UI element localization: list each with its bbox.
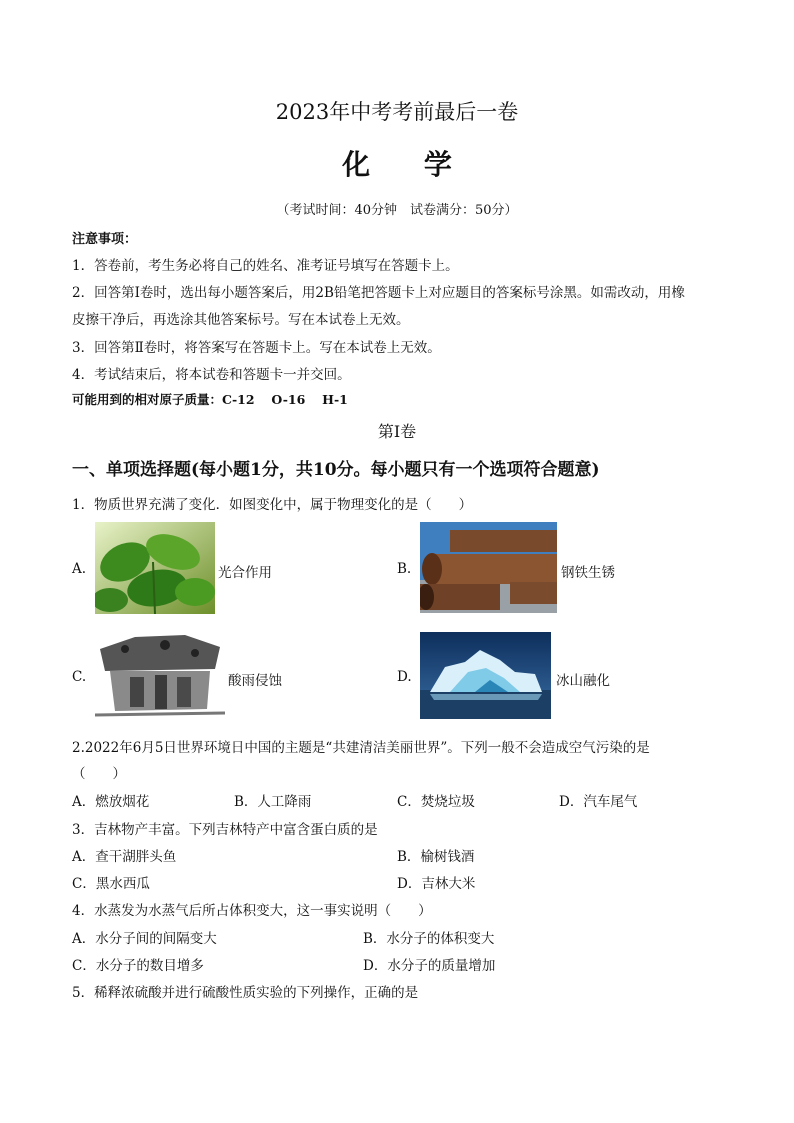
q2-paren: （ ） bbox=[72, 766, 126, 782]
q4-option-d: D．水分子的质量增加 bbox=[363, 958, 496, 974]
notice-item-3: 3．回答第Ⅱ卷时，将答案写在答题卡上。写在本试卷上无效。 bbox=[72, 340, 441, 356]
q3-option-b: B．榆树钱酒 bbox=[397, 849, 475, 865]
q3-option-d: D．吉林大米 bbox=[397, 876, 476, 892]
q4-stem: 4．水蒸发为水蒸气后所占体积变大，这一事实说明（ ） bbox=[72, 903, 432, 919]
section-1-title: 一、单项选择题(每小题1分，共10分。每小题只有一个选项符合题意) bbox=[72, 460, 600, 480]
q1-stem: 1．物质世界充满了变化．如图变化中，属于物理变化的是（ ） bbox=[72, 497, 473, 513]
q1-option-c-text: 酸雨侵蚀 bbox=[228, 673, 282, 689]
exam-title: 2023年中考考前最后一卷 bbox=[275, 100, 519, 124]
q1-option-a-text: 光合作用 bbox=[218, 565, 272, 581]
q3-option-c: C．黑水西瓜 bbox=[72, 876, 150, 892]
part-1-title: 第Ⅰ卷 bbox=[377, 422, 417, 441]
notice-item-4: 4．考试结束后，将本试卷和答题卡一并交回。 bbox=[72, 367, 351, 383]
q1-option-d-text: 冰山融化 bbox=[556, 673, 610, 689]
q2-stem: 2.2022年6月5日世界环境日中国的主题是“共建清洁美丽世界”。下列一般不会造成空气污染的是 bbox=[72, 740, 650, 756]
q4-option-c: C．水分子的数目增多 bbox=[72, 958, 204, 974]
q3-option-a: A．查干湖胖头鱼 bbox=[72, 849, 177, 865]
photosynthesis-image bbox=[95, 522, 215, 614]
notice-item-2: 2．回答第Ⅰ卷时，选出每小题答案后，用2B铅笔把答题卡上对应题目的答案标号涂黑。如需改动，用橡 bbox=[72, 285, 685, 301]
q2-option-c: C．焚烧垃圾 bbox=[397, 794, 475, 810]
notice-heading: 注意事项： bbox=[72, 232, 138, 247]
q2-option-d: D．汽车尾气 bbox=[559, 794, 638, 810]
q5-stem: 5．稀释浓硫酸并进行硫酸性质实验的下列操作，正确的是 bbox=[72, 985, 419, 1001]
q4-option-a: A．水分子间的间隔变大 bbox=[72, 931, 217, 947]
q1-option-b-letter: B. bbox=[397, 561, 412, 577]
q2-option-b: B．人工降雨 bbox=[234, 794, 312, 810]
q2-option-a: A．燃放烟花 bbox=[72, 794, 150, 810]
acid-rain-erosion-image bbox=[95, 629, 225, 719]
subject-title: 化 学 bbox=[342, 148, 474, 181]
melting-iceberg-image bbox=[420, 632, 551, 719]
exam-meta: （考试时间：40分钟 试卷满分：50分） bbox=[276, 203, 518, 218]
notice-item-1: 1．答卷前，考生务必将自己的姓名、准考证号填写在答题卡上。 bbox=[72, 258, 459, 274]
q1-option-c-letter: C. bbox=[72, 669, 87, 685]
q4-option-b: B．水分子的体积变大 bbox=[363, 931, 495, 947]
q1-option-b-text: 钢铁生锈 bbox=[561, 565, 615, 581]
rusted-steel-image bbox=[420, 522, 557, 613]
atomic-mass-line: 可能用到的相对原子质量：C-12 O-16 H-1 bbox=[72, 392, 348, 407]
notice-item-2-cont: 皮擦干净后，再选涂其他答案标号。写在本试卷上无效。 bbox=[72, 312, 410, 328]
q1-option-a-letter: A. bbox=[72, 561, 87, 577]
q1-option-d-letter: D. bbox=[397, 669, 412, 685]
q3-stem: 3．吉林物产丰富。下列吉林特产中富含蛋白质的是 bbox=[72, 822, 378, 838]
